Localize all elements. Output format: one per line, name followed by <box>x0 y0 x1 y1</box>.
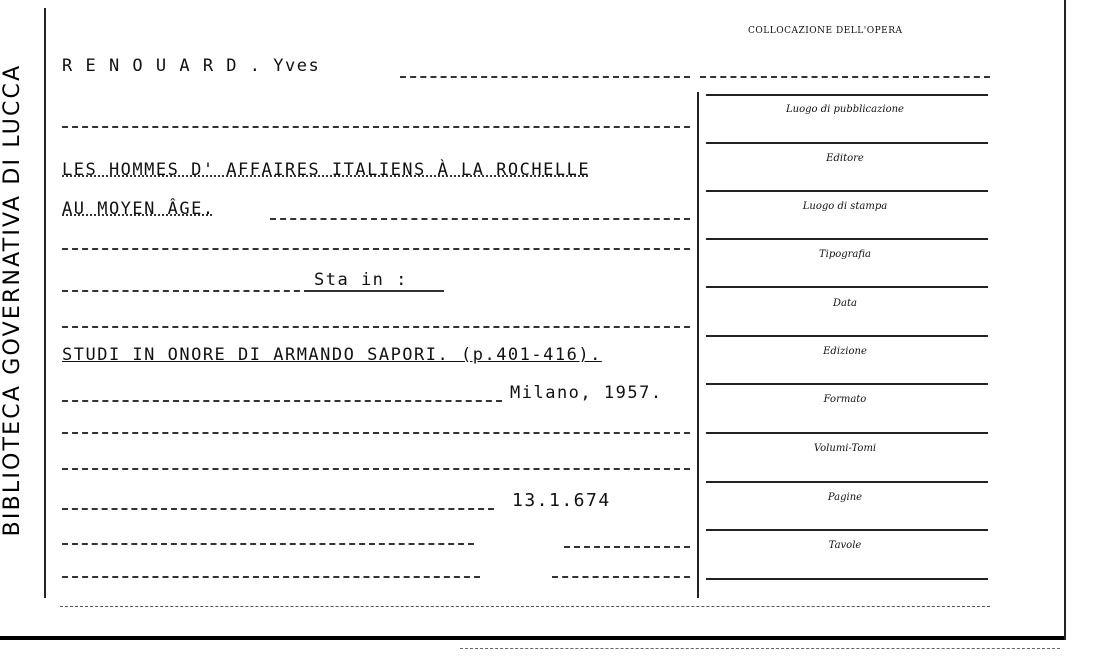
shelfmark: 13.1.674 <box>512 490 611 511</box>
rule <box>552 576 690 580</box>
field-box-top-border <box>706 94 988 96</box>
rule <box>62 508 494 512</box>
field-label: Tipografia <box>818 249 872 260</box>
rule <box>62 400 502 404</box>
field-box-left-border <box>697 92 699 598</box>
rule <box>62 126 690 130</box>
field-label: Edizione <box>823 346 867 357</box>
field-line <box>706 432 988 434</box>
library-stamp: BIBLIOTECA GOVERNATIVA DI LUCCA <box>0 63 25 537</box>
field-line <box>706 578 988 580</box>
field-label: Data <box>833 298 857 309</box>
rule <box>700 76 990 80</box>
field-line <box>706 481 988 483</box>
left-margin-line <box>44 8 46 598</box>
source-title: STUDI IN ONORE DI ARMANDO SAPORI. (p.401-416). <box>62 345 602 365</box>
section-title: COLLOCAZIONE DELL'OPERA <box>748 26 903 36</box>
rule <box>400 76 690 80</box>
field-label: Luogo di stampa <box>802 201 888 212</box>
author-surname: R E N O U A R D <box>62 56 239 76</box>
title-line-2: AU MOYEN ÂGE. <box>62 199 215 219</box>
scan-noise <box>60 606 990 609</box>
rule <box>62 543 474 547</box>
contained-in: Sta in : <box>314 270 408 290</box>
field-line <box>706 529 988 531</box>
rule <box>62 432 690 436</box>
rule <box>62 290 310 294</box>
rule <box>62 576 480 580</box>
rule <box>310 290 444 294</box>
field-label: Editore <box>826 153 864 164</box>
place-year: Milano, 1957. <box>510 383 663 403</box>
field-line <box>706 383 988 385</box>
field-label: Tavole <box>828 540 862 551</box>
title-line-1: LES HOMMES D' AFFAIRES ITALIENS À LA ROCHELLE <box>62 160 591 180</box>
field-label: Pagine <box>827 492 863 503</box>
author-separator: . <box>238 56 274 76</box>
field-line <box>706 190 988 192</box>
rule <box>62 248 690 252</box>
field-label: Volumi-Tomi <box>813 443 877 454</box>
rule <box>62 468 690 472</box>
field-line <box>706 286 988 288</box>
scan-noise <box>460 648 1060 651</box>
field-line <box>706 238 988 240</box>
card-bottom-edge <box>0 636 1064 640</box>
rule <box>62 326 690 330</box>
field-label: Luogo di pubblicazione <box>786 104 904 115</box>
card-right-edge <box>1064 0 1066 640</box>
field-label: Formato <box>823 394 867 405</box>
author-given: Yves <box>273 56 321 76</box>
author <box>62 56 320 76</box>
rule <box>564 546 690 550</box>
rule <box>270 218 690 222</box>
field-line <box>706 142 988 144</box>
field-line <box>706 335 988 337</box>
